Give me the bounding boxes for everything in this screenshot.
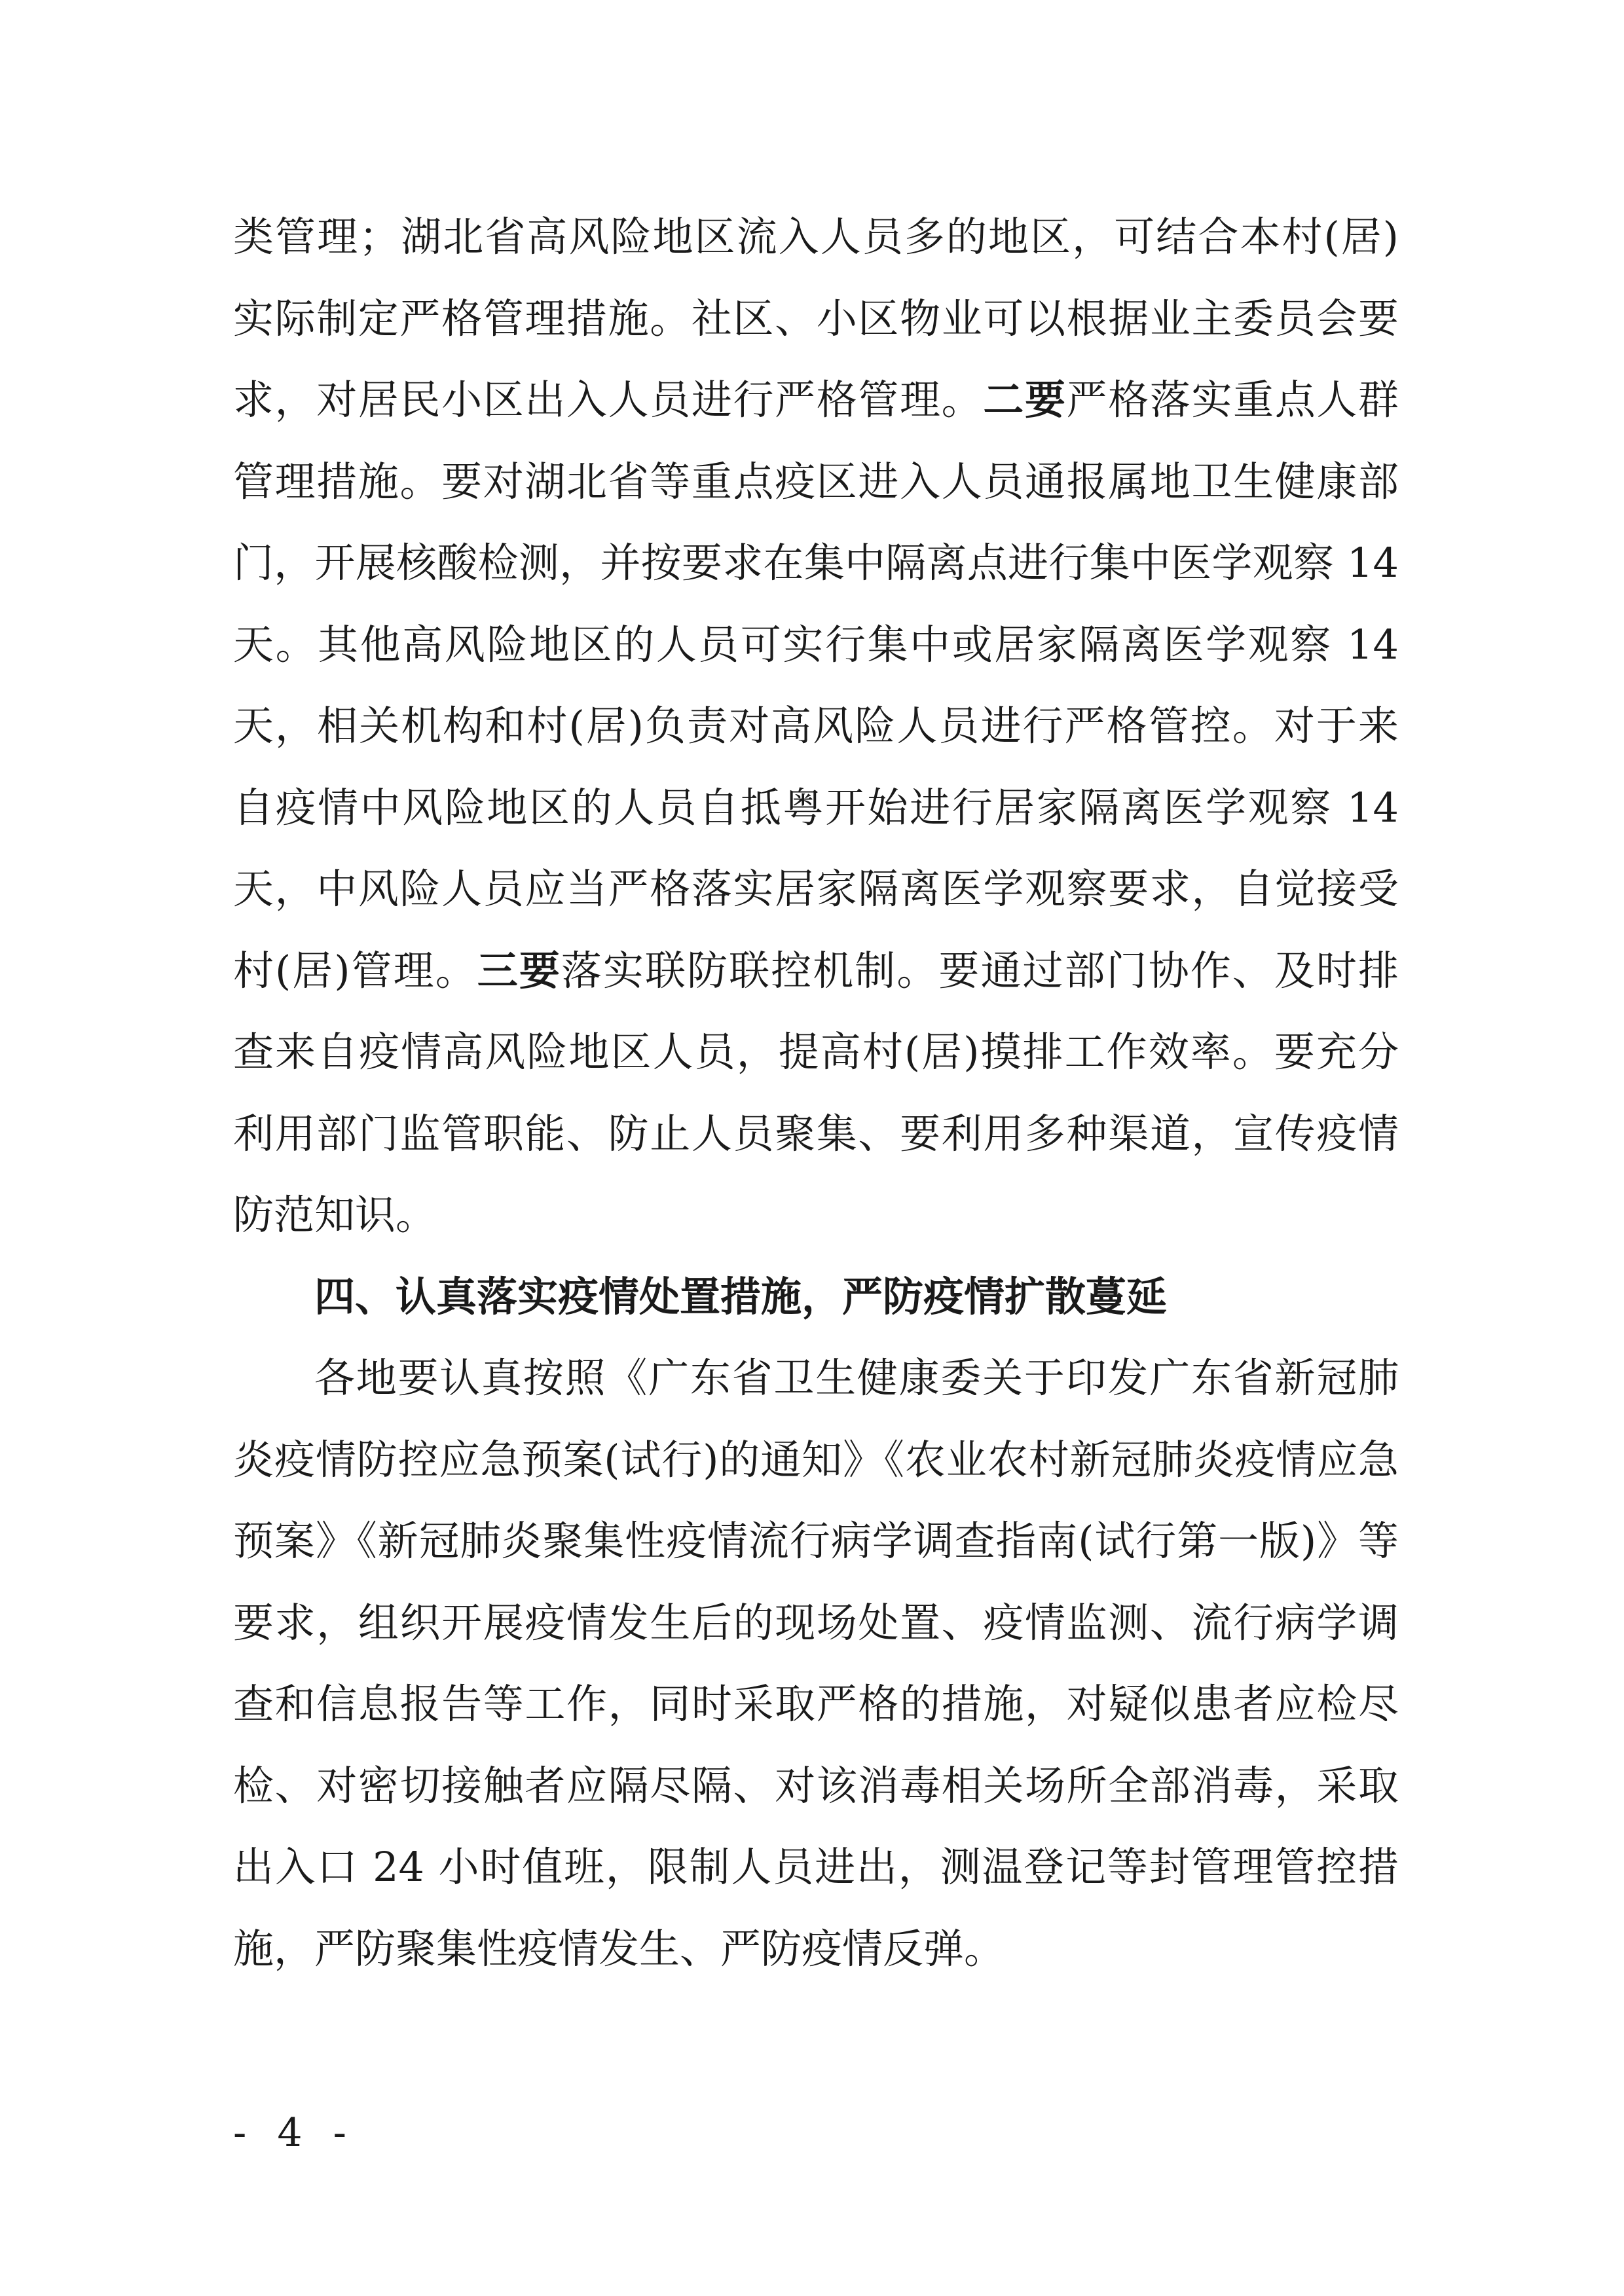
paragraph-text: 类管理；湖北省高风险地区流入人员多的地区，可结合本村(居)实际制定严格管理措施。社区、小区物业可以根据业主委员会要求，对居民小区出入人员进行严格管理。 <box>233 213 1399 424</box>
emphasis-label: 二要 <box>983 376 1067 424</box>
document-body <box>233 196 1399 1990</box>
section-heading: 四、认真落实疫情处置措施，严防疫情扩散蔓延 <box>314 1272 1168 1321</box>
emphasis-label: 三要 <box>477 946 561 994</box>
page-number: - 4 - <box>233 2110 356 2156</box>
paragraph-body: 各地要认真按照《广东省卫生健康委关于印发广东省新冠肺炎疫情防控应急预案(试行)的通知》《农业农村新冠肺炎疫情应急预案》《新冠肺炎聚集性疫情流行病学调查指南(试行第一版)》等要求，组织开展疫情发生后的现场处置、疫情监测、流行病学调查和信息报告等工作，同时采取严格的措施，对疑似患者应检尽检、对密切接触者应隔尽隔、对该消毒相关场所全部消毒，采取出入口 24 小时值班，限制人员进出，测温登记等封管理管控措施，严防聚集性疫情发生、严防疫情反弹。 <box>233 1354 1399 1973</box>
paragraph-continuation <box>233 196 1399 1256</box>
paragraph-text: 严格落实重点人群管理措施。要对湖北省等重点疫区进入人员通报属地卫生健康部门，开展核酸检测，并按要求在集中隔离点进行集中医学观察 14 天。其他高风险地区的人员可实行集中或居家隔离医学观察 14 天，相关机构和村(居)负责对高风险人员进行严格管控。对于来自疫情中风险地区的人员自抵粤开始进行居家隔离医学观察 14 天，中风险人员应当严格落实居家隔离医学观察要求，自觉接受村(居)管理。 <box>233 376 1399 994</box>
paragraph-text: 落实联防联控机制。要通过部门协作、及时排查来自疫情高风险地区人员，提高村(居)摸排工作效率。要充分利用部门监管职能、防止人员聚集、要利用多种渠道，宣传疫情防范知识。 <box>233 946 1399 1239</box>
